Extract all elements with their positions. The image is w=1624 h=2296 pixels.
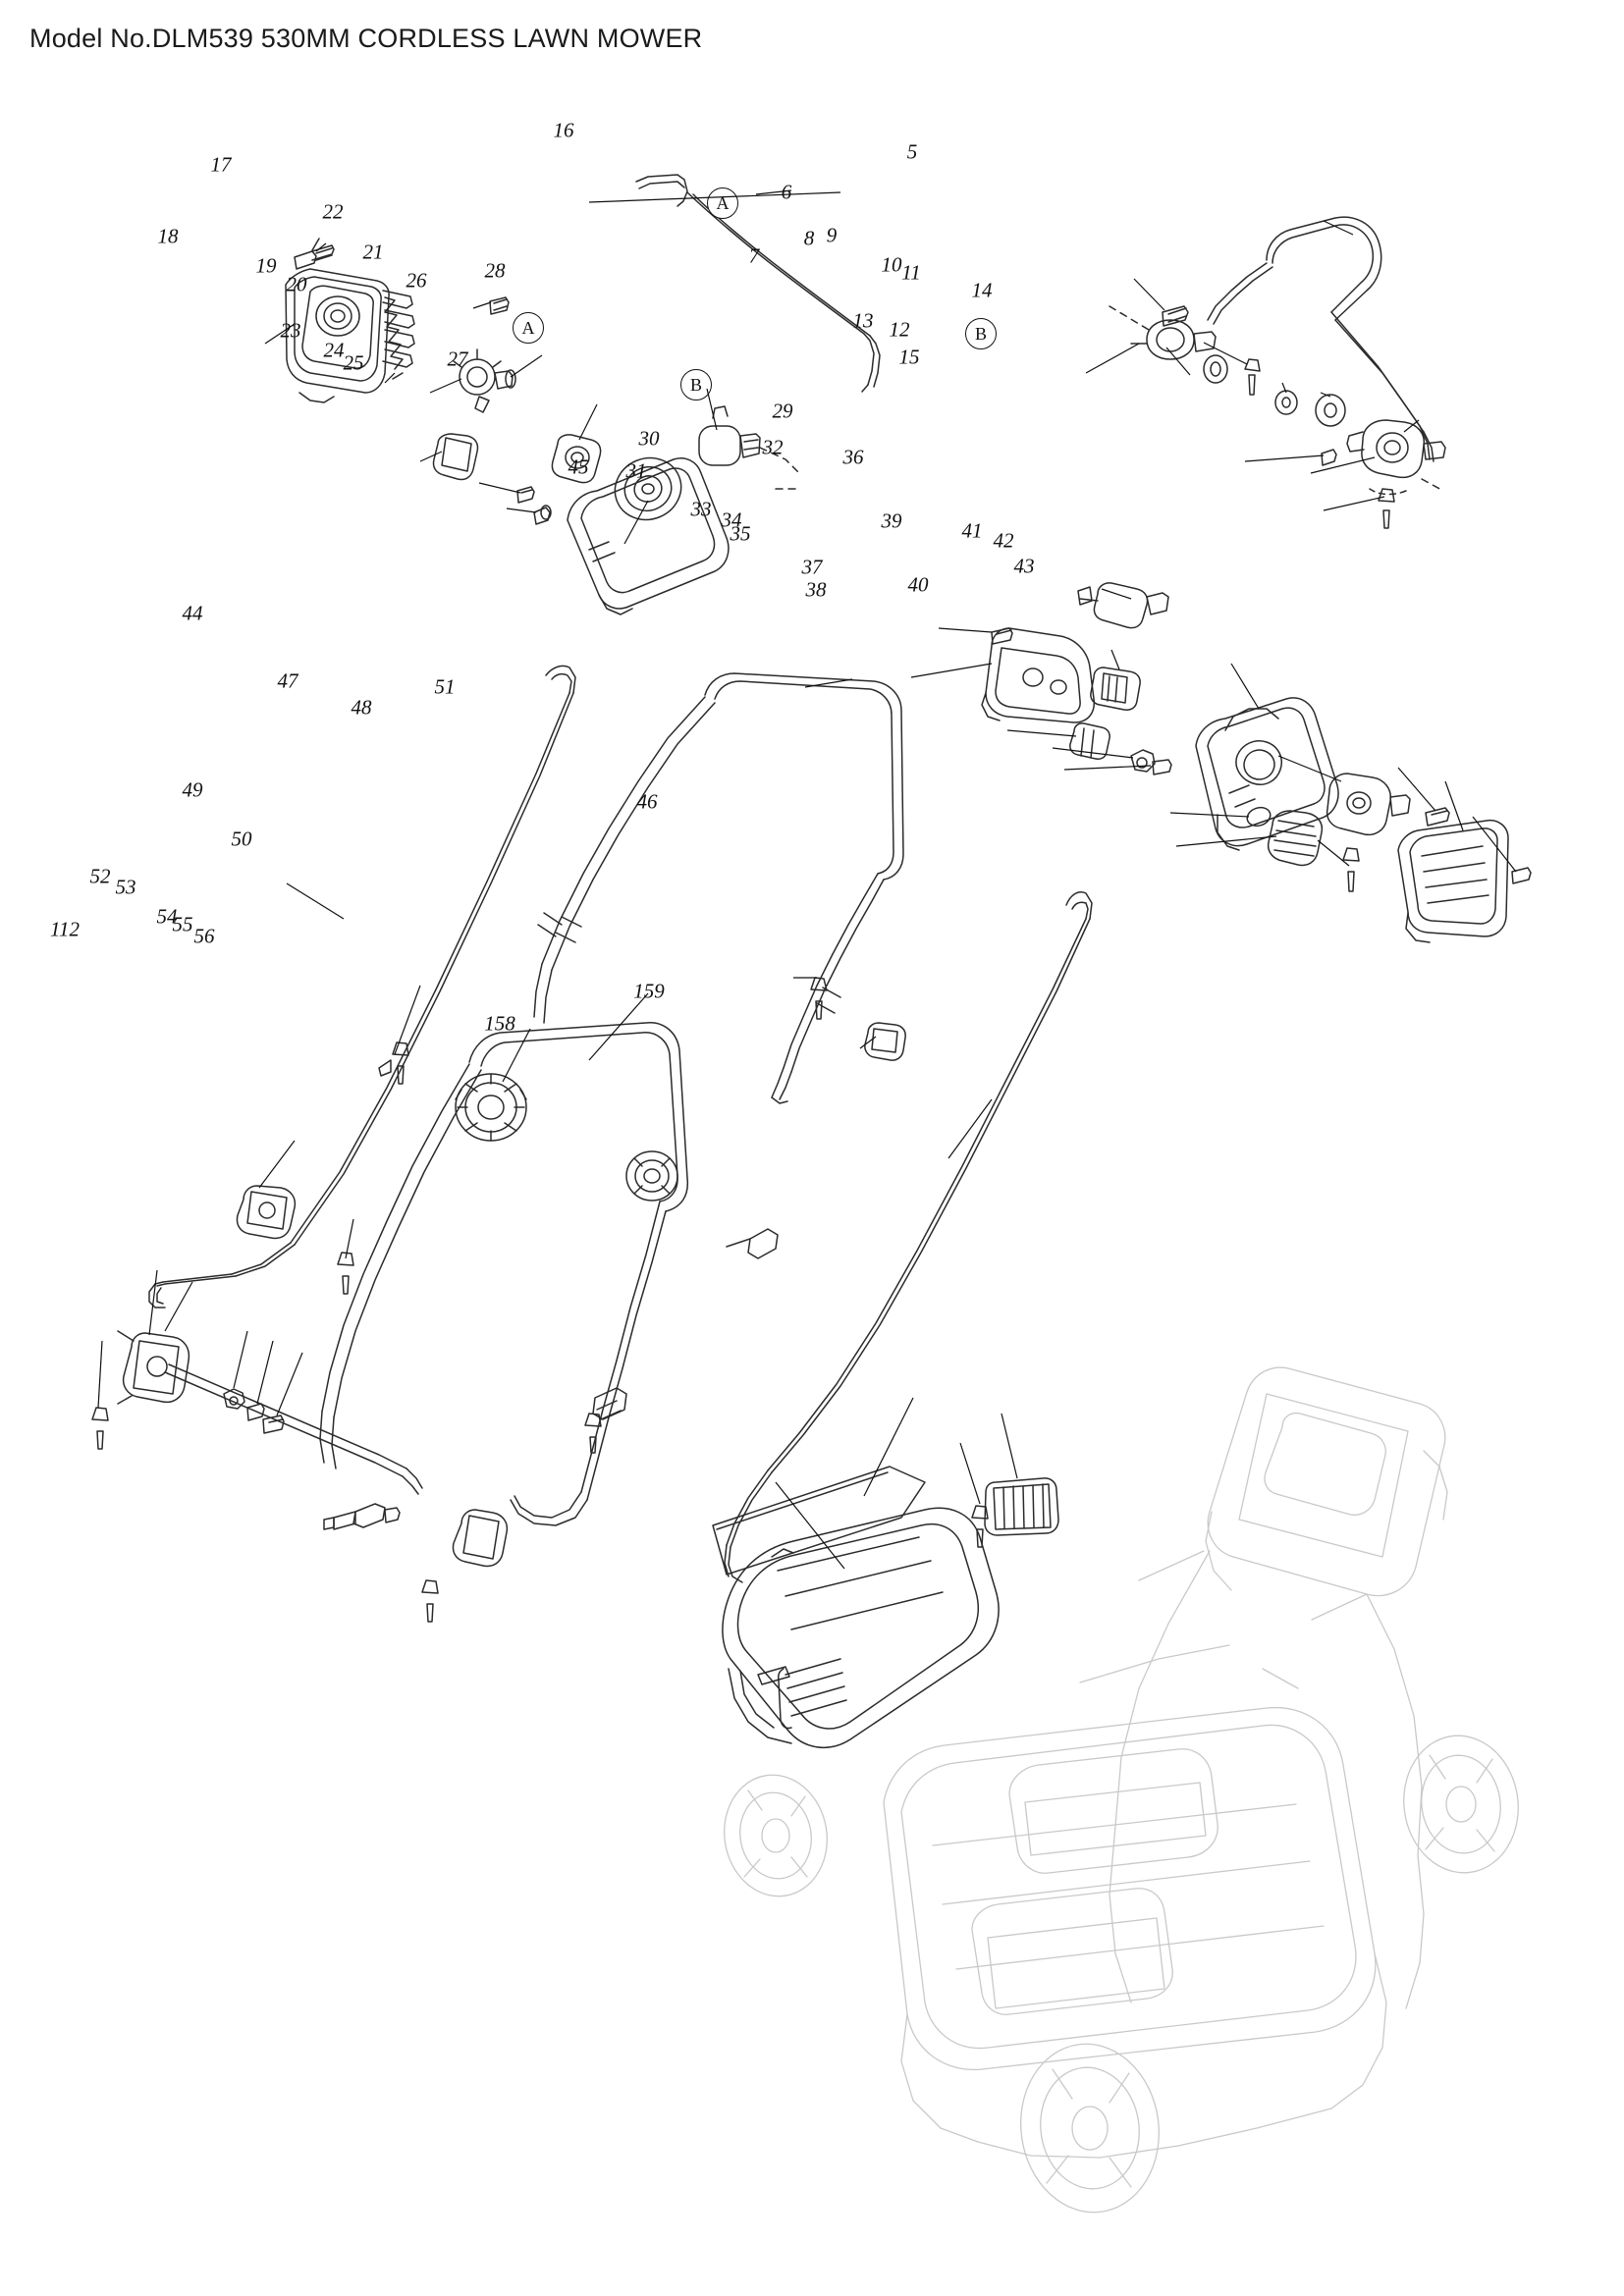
callout-29: 33 [690,497,712,521]
callout-31: 35 [730,521,751,546]
callout-9: 13 [852,308,874,333]
callout-26: 30 [638,426,660,451]
callout-12: 16 [553,118,574,142]
callout-33: 37 [801,555,823,579]
callout-8: 12 [889,317,910,342]
callout-7: 11 [901,260,921,285]
callout-18: 22 [322,199,344,224]
callout-42: 46 [636,789,658,814]
callout-6: 10 [881,252,902,277]
callout-15: 19 [255,253,277,278]
callout-3: 7 [748,243,760,268]
reference-marker-b-left: B [680,369,712,400]
callout-20: 24 [323,338,345,362]
reference-marker-a-left: A [513,312,544,344]
callout-5: 9 [826,223,838,247]
reference-marker-a-right: A [707,187,738,219]
callout-16: 20 [286,272,307,296]
callout-30: 34 [721,507,742,532]
callout-38: 42 [993,528,1014,553]
reference-marker-b-right: B [965,318,997,349]
callout-25: 29 [772,399,793,423]
callout-14: 18 [157,224,179,248]
callout-47: 51 [434,674,456,699]
callout-46: 50 [231,827,252,851]
callout-35: 39 [881,508,902,533]
callout-49: 53 [115,875,136,899]
callout-23: 27 [447,347,468,371]
callout-36: 40 [907,572,929,597]
callout-27: 31 [625,458,647,483]
callout-53: 112 [50,917,80,941]
callout-45: 49 [182,777,203,802]
callout-48: 52 [89,864,111,888]
callout-24: 28 [484,258,506,283]
callout-13: 17 [210,152,232,177]
callout-52: 56 [193,924,215,948]
callout-21: 25 [343,350,364,375]
callout-2: 6 [781,180,792,204]
callout-11: 15 [898,345,920,369]
callout-51: 55 [172,912,193,936]
callout-50: 54 [156,904,178,929]
callout-37: 41 [961,518,983,543]
callout-32: 36 [842,445,864,469]
page-title: Model No.DLM539 530MM CORDLESS LAWN MOWER [29,24,703,53]
callout-40: 44 [182,601,203,625]
callout-54: 158 [484,1011,515,1036]
callout-41: 45 [568,454,589,479]
callout-4: 8 [803,226,815,250]
callout-1: 5 [906,139,918,164]
callout-34: 38 [805,577,827,602]
callout-19: 23 [280,318,301,343]
callout-55: 159 [633,979,665,1003]
callout-17: 21 [362,240,384,264]
callout-39: 43 [1013,554,1035,578]
callout-28: 32 [762,435,784,459]
callout-22: 26 [406,268,427,293]
callout-43: 47 [277,668,298,693]
callout-10: 14 [971,278,993,302]
callout-44: 48 [351,695,372,720]
